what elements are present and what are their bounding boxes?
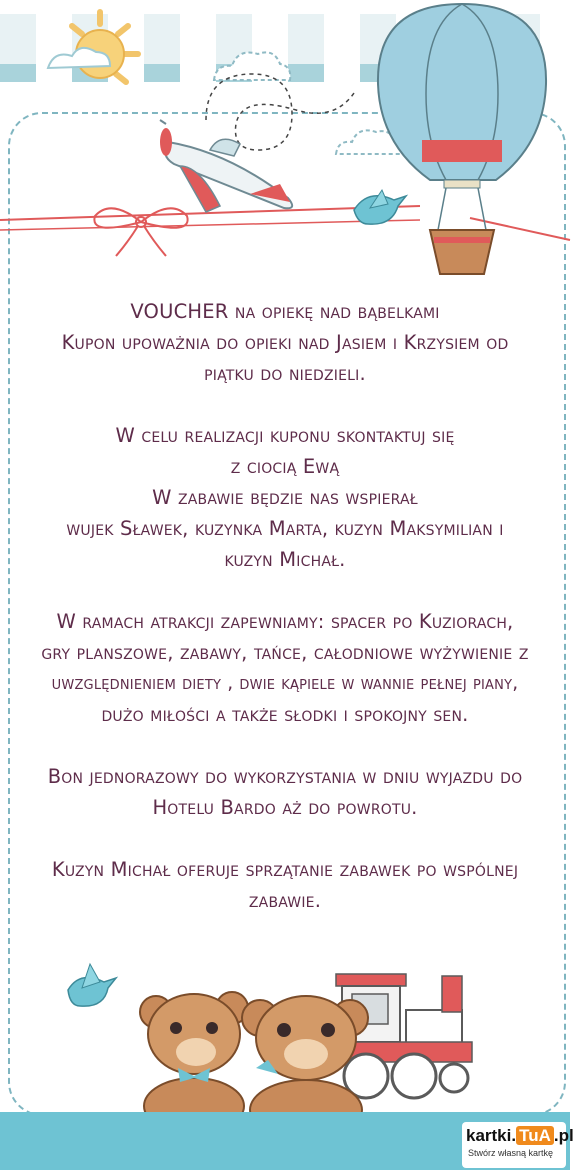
brand-logo-text: kartki. TuA .pl	[466, 1126, 574, 1145]
text-line: uwzględnieniem diety , dwie kąpiele w wannie pełnej piany,	[51, 673, 519, 694]
text-line: dużo miłości a także słodki i spokojny sen.	[101, 703, 469, 726]
text-line: zabawie.	[248, 889, 322, 912]
voucher-title: VOUCHER na opiekę nad bąbelkami	[130, 300, 440, 323]
bird-icon	[350, 186, 410, 230]
text-line: z ciocią Ewą	[230, 455, 340, 478]
text-line: W zabawie będzie nas wspierał	[152, 486, 418, 509]
text-line: W celu realizacji kuponu skontaktuj się	[115, 424, 455, 447]
voucher-text	[20, 296, 550, 916]
text-line: Bon jednorazowy do wykorzystania w dniu wyjazdu do	[47, 765, 523, 788]
text-line: kuzyn Michał.	[224, 548, 346, 571]
airplane-icon	[140, 120, 320, 230]
text-line: piątku do niedzieli.	[204, 362, 366, 385]
text-line: W ramach atrakcji zapewniamy: spacer po Kuziorach,	[56, 610, 514, 633]
brand-logo[interactable]	[462, 1122, 574, 1168]
bird-icon	[64, 962, 120, 1012]
teddy-bear-icon	[236, 992, 376, 1132]
text-line: Kupon upoważnia do opieki nad Jasiem i Krzysiem od	[61, 331, 509, 354]
text-line: gry planszowe, zabawy, tańce, całodniowe wyżywienie z	[41, 641, 529, 664]
sun-icon	[40, 4, 150, 104]
hot-air-balloon-icon	[370, 0, 555, 285]
brand-tagline: Stwórz własną kartkę	[468, 1148, 554, 1158]
text-line: Kuzyn Michał oferuje sprzątanie zabawek po wspólnej	[51, 858, 519, 881]
text-line: wujek Sławek, kuzynka Marta, kuzyn Maksymilian i	[66, 517, 504, 540]
text-line: Hotelu Bardo aż do powrotu.	[152, 796, 418, 819]
